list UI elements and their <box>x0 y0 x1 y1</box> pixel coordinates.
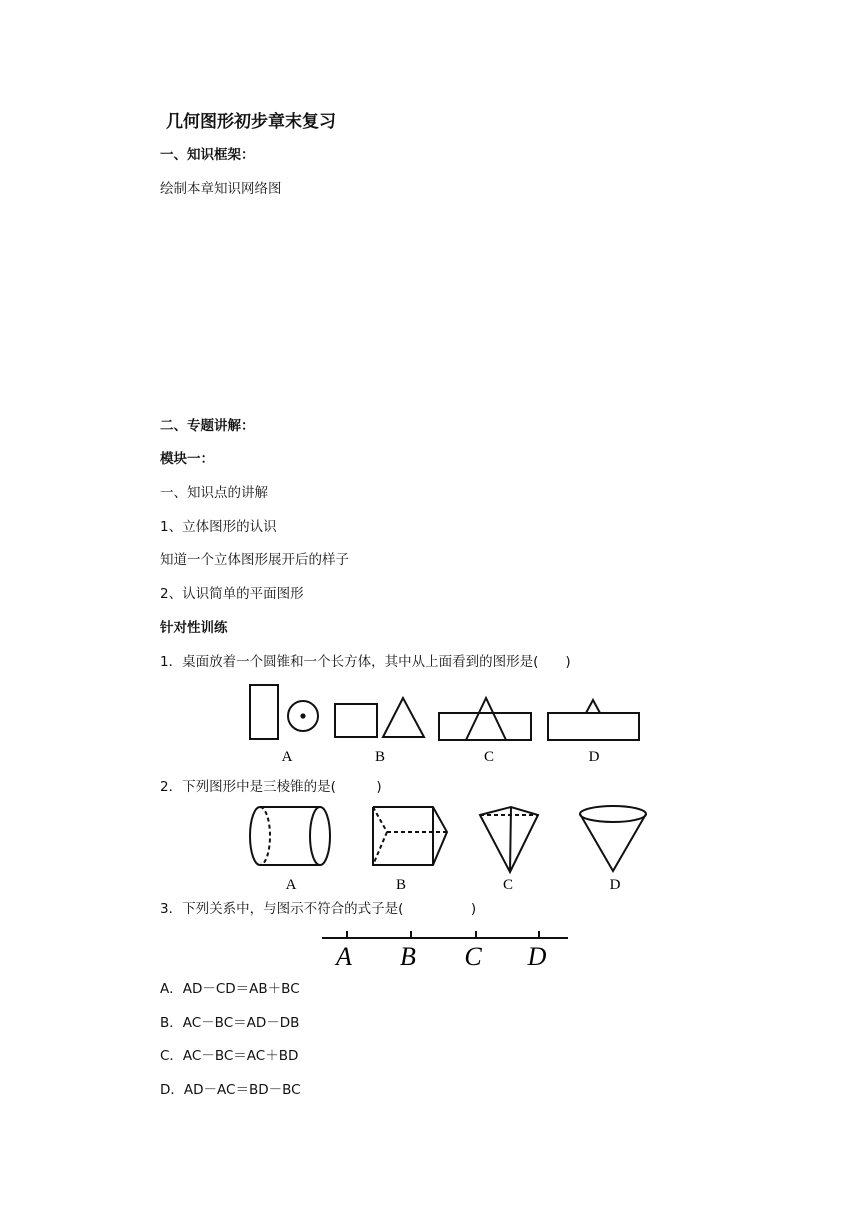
q1-d-rectangle <box>548 713 639 740</box>
q2-c-pyramid-edge <box>510 807 511 872</box>
question-1-figure <box>240 680 650 770</box>
q3-label-c: C <box>464 942 482 971</box>
question-3-number: 3． <box>160 901 183 917</box>
q2-b-prism-outline <box>373 807 447 865</box>
q2-a-cylinder-outline <box>250 807 330 865</box>
question-2-text: 下列图形中是三棱锥的是( ) <box>182 779 382 795</box>
point-2: 2、认识简单的平面图形 <box>160 586 304 602</box>
section2-heading: 二、专题讲解： <box>160 418 255 434</box>
question-3-number-line <box>310 925 580 975</box>
option-c: C．AC－BC＝AC＋BD <box>160 1048 299 1064</box>
q2-d-cone-top <box>580 806 646 822</box>
q3-label-a: A <box>336 942 352 971</box>
q1-label-c: C <box>483 749 495 765</box>
q2-a-cylinder-right-cap <box>310 807 320 865</box>
q1-label-a: A <box>281 749 293 765</box>
section1-heading: 一、知识框架： <box>160 147 255 163</box>
q2-c-pyramid-outline <box>480 807 538 872</box>
question-2-figure <box>240 800 650 895</box>
knowledge-heading: 一、知识点的讲解 <box>160 485 268 501</box>
question-3-text: 下列关系中，与图示不符合的式子是( ) <box>182 901 477 917</box>
option-a: A．AD－CD＝AB＋BC <box>160 981 300 997</box>
q3-label-b: B <box>400 942 416 971</box>
point-1: 1、立体图形的认识 <box>160 519 277 535</box>
q1-label-d: D <box>588 749 600 765</box>
section1-instruction: 绘制本章知识网络图 <box>160 181 282 197</box>
option-b: B．AC－BC＝AD－DB <box>160 1015 300 1031</box>
question-1 <box>160 653 571 671</box>
q1-c-triangle <box>466 698 506 740</box>
q3-label-d: D <box>527 942 547 971</box>
q2-label-c: C <box>502 877 514 893</box>
q1-b-square <box>335 704 377 737</box>
module-heading: 模块一： <box>160 451 214 467</box>
question-2 <box>160 778 382 796</box>
practice-heading: 针对性训练 <box>160 620 228 636</box>
point-1-detail: 知道一个立体图形展开后的样子 <box>160 552 349 568</box>
option-d: D．AD－AC＝BD－BC <box>160 1082 301 1098</box>
q2-a-cylinder-hidden-edge <box>260 807 270 865</box>
q1-a-rectangle <box>250 685 278 739</box>
q2-label-d: D <box>609 877 621 893</box>
question-2-number: 2． <box>160 779 183 795</box>
question-1-text: 桌面放着一个圆锥和一个长方体，其中从上面看到的图形是( ) <box>182 654 571 670</box>
q1-label-b: B <box>374 749 386 765</box>
q2-label-b: B <box>395 877 407 893</box>
question-1-number: 1． <box>160 654 183 670</box>
q1-b-triangle <box>383 698 424 737</box>
q2-label-a: A <box>285 877 297 893</box>
question-3 <box>160 900 476 918</box>
q1-a-center-dot <box>300 713 305 718</box>
q1-c-rectangle <box>439 713 531 740</box>
page-title: 几何图形初步章末复习 <box>166 112 336 132</box>
q1-d-triangle-tip <box>586 700 600 713</box>
